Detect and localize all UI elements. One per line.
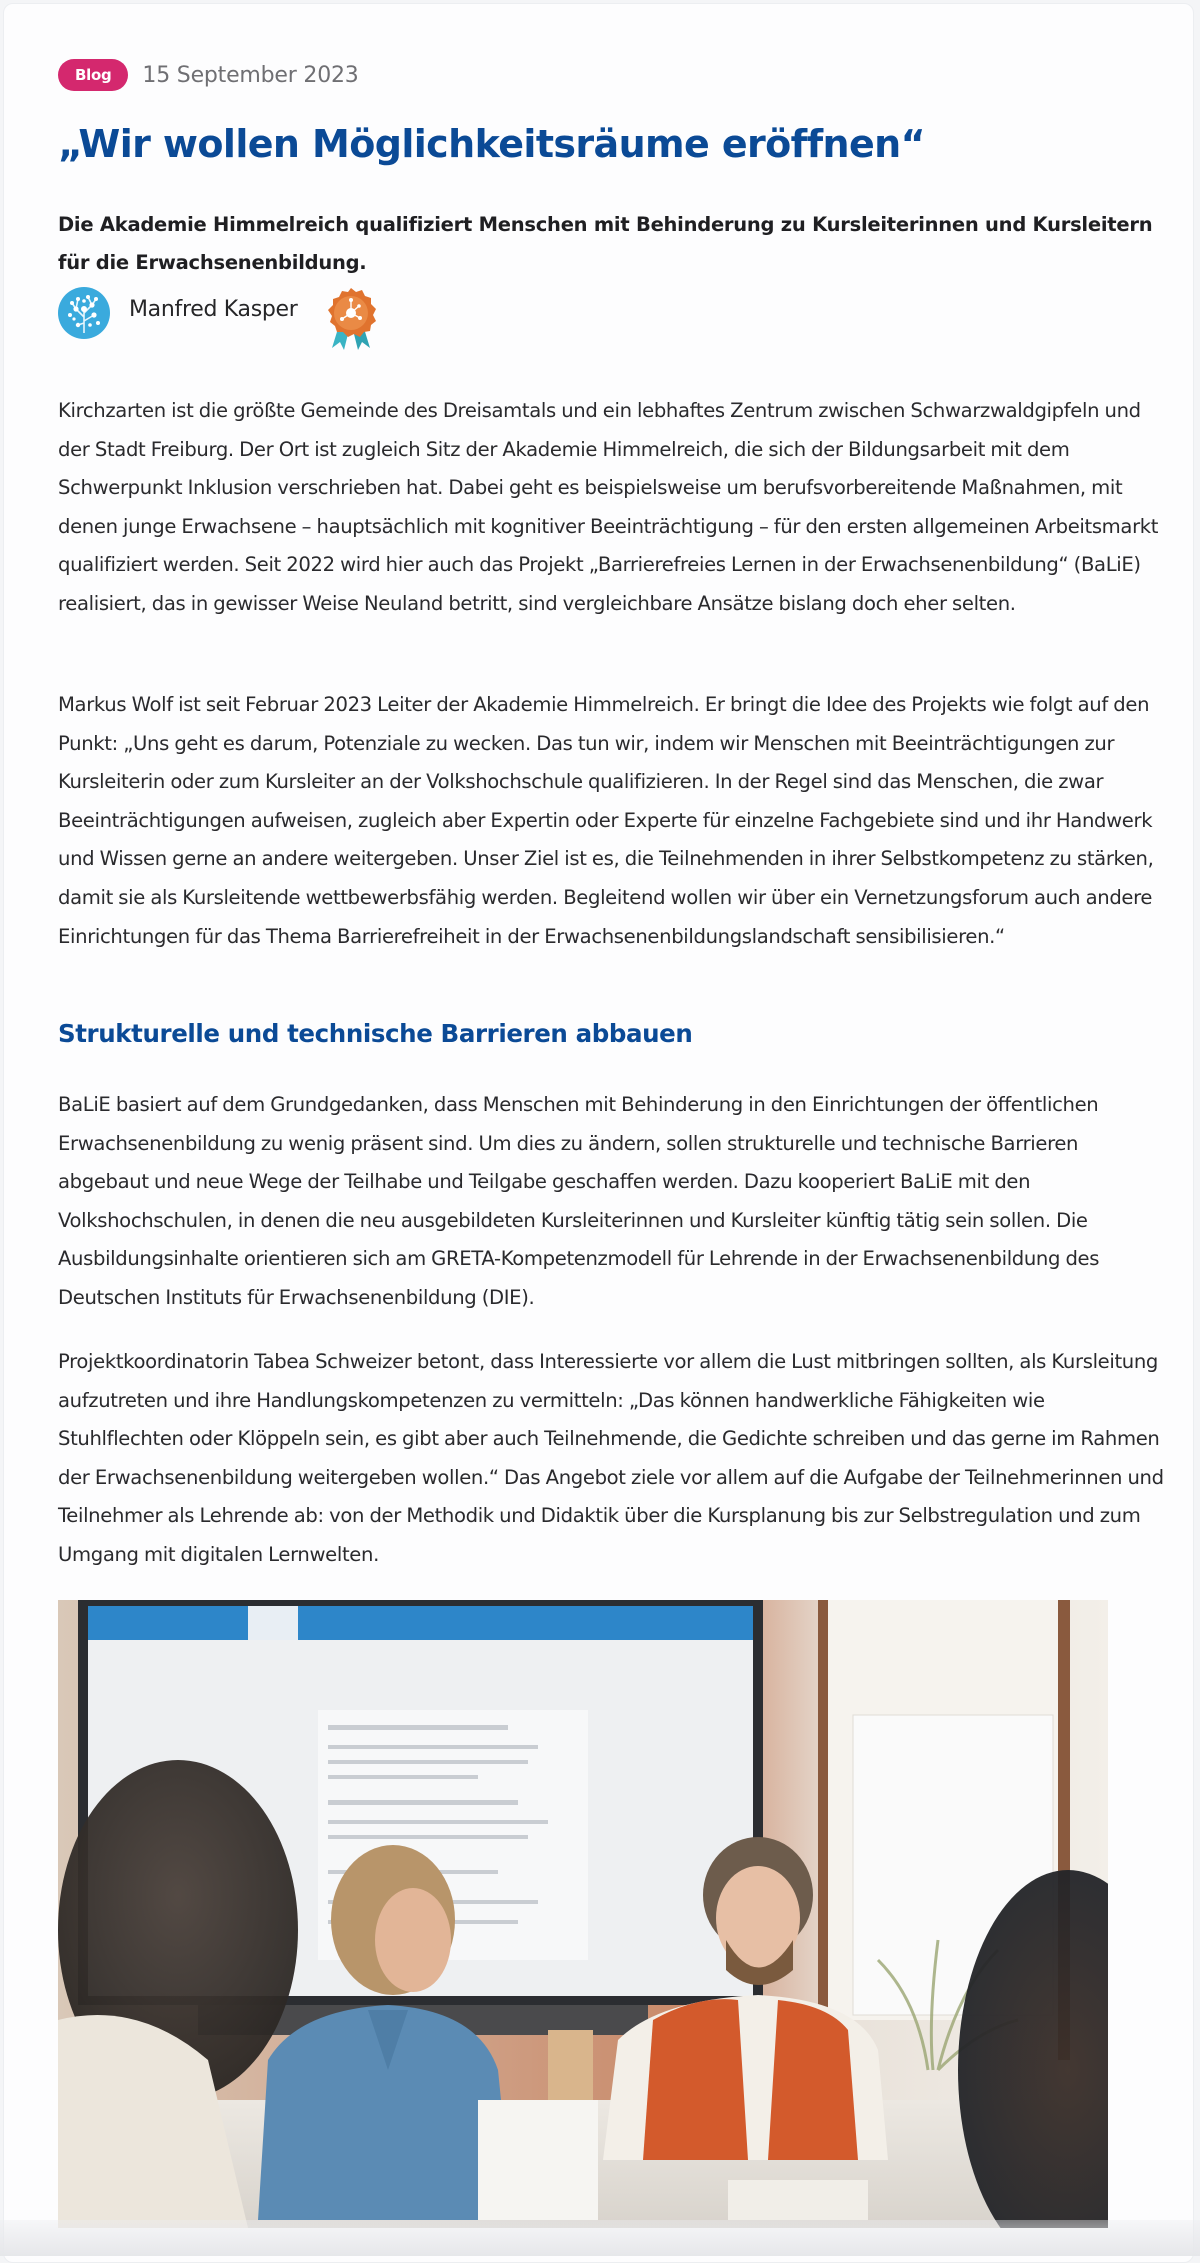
body-paragraph: BaLiE basiert auf dem Grundgedanken, dass Menschen mit Behinderung in den Einrichtungen der öffentlichen Erwachsenenbildung zu wenig präsent sind. Um dies zu ändern, sollen strukturelle und technische Barrieren abgebaut und neue Wege der Teilhabe und Teilgabe geschaffen werden. Dazu kooperiert BaLiE mit den Volkshochschulen, in denen die neu ausgebildeten Kursleiterinnen und Kursleiter künftig tätig sein sollen. Die Ausbildungsinhalte orientieren sich am GRETA-Kompetenzmodell für Lehrende in der Erwachsenenbildung des Deutschen Instituts für Erwachsenenbildung (DIE). bbox=[58, 1093, 1100, 1309]
body-paragraph: Projektkoordinatorin Tabea Schweizer betont, dass Interessierte vor allem die Lust mitbringen sollten, als Kursleitung aufzutreten und ihre Handlungskompetenzen zu vermitteln: „Das können handwerkliche Fähigkeiten wie Stuhlflechten oder Klöppeln sein, es gibt aber auch Teilnehmende, die Gedichte schreiben und das gerne im Rahmen der Erwachsenenbildung weitergeben wollen.“ Das Angebot ziele vor allem auf die Aufgabe der Teilnehmerinnen und Teilnehmer als Lehrende ab: von der Methodik und Didaktik über die Kursplanung bis zur Selbstregulation und zum Umgang mit digitalen Lernwelten. bbox=[58, 1350, 1164, 1566]
body-paragraph: Kirchzarten ist die größte Gemeinde des Dreisamtals und ein lebhaftes Zentrum zwischen Schwarzwaldgipfeln und der Stadt Freiburg. Der Ort ist zugleich Sitz der Akademie Himmelreich, die sich der Bildungsarbeit mit dem Schwerpunkt Inklusion verschrieben hat. Dabei geht es beispielsweise um berufsvorbereitende Maßnahmen, mit denen junge Erwachsene – hauptsächlich mit kognitiver Beeinträchtigung – für den ersten allgemeinen Arbeitsmarkt qualifiziert werden. Seit 2022 wird hier auch das Projekt „Barrierefreies Lernen in der Erwachsenenbildung“ (BaLiE) realisiert, das in gewisser Weise Neuland betritt, sind vergleichbare Ansätze bislang doch eher selten. bbox=[58, 399, 1159, 615]
author-avatar[interactable] bbox=[58, 287, 110, 339]
article-photo[interactable] bbox=[58, 1600, 1108, 2228]
workshop-group-photo bbox=[58, 1600, 1108, 2228]
article-lead: Die Akademie Himmelreich qualifiziert Menschen mit Behinderung zu Kursleiterinnen und Kursleitern für die Erwachsenenbildung. bbox=[58, 213, 1153, 274]
author-row bbox=[58, 286, 388, 352]
author-name[interactable]: Manfred Kasper bbox=[129, 297, 298, 322]
body-paragraph: Markus Wolf ist seit Februar 2023 Leiter der Akademie Himmelreich. Er bringt die Idee des Projekts wie folgt auf den Punkt: „Uns geht es darum, Potenziale zu wecken. Das tun wir, indem wir Menschen mit Beeinträchtigungen zur Kursleiterin oder zum Kursleiter an der Volkshochschule qualifizieren. In der Regel sind das Menschen, die zwar Beeinträchtigungen aufweisen, zugleich aber Expertin oder Experte für einzelne Fachgebiete sind und ihr Handwerk und Wissen gerne an andere weitergeben. Unser Ziel ist es, die Teilnehmenden in ihrer Selbstkompetenz zu stärken, damit sie als Kursleitende wettbewerbsfähig werden. Begleitend wollen wir über ein Vernetzungsforum auch andere Einrichtungen für das Thema Barrierefreiheit in der Erwachsenenbildungslandschaft sensibilisieren.“ bbox=[58, 693, 1154, 948]
publish-date: 15 September 2023 bbox=[142, 62, 359, 88]
author-award bbox=[324, 286, 378, 352]
article-card bbox=[3, 3, 1194, 2263]
section-heading: Strukturelle und technische Barrieren abbauen bbox=[58, 1019, 693, 1048]
page-bottom-edge bbox=[0, 2220, 1200, 2256]
tree-network-icon bbox=[58, 287, 110, 339]
award-rosette-icon bbox=[324, 286, 378, 352]
category-badge[interactable]: Blog bbox=[58, 59, 128, 91]
article-title: „Wir wollen Möglichkeitsräume eröffnen“ bbox=[58, 122, 925, 166]
article-meta bbox=[58, 59, 359, 91]
